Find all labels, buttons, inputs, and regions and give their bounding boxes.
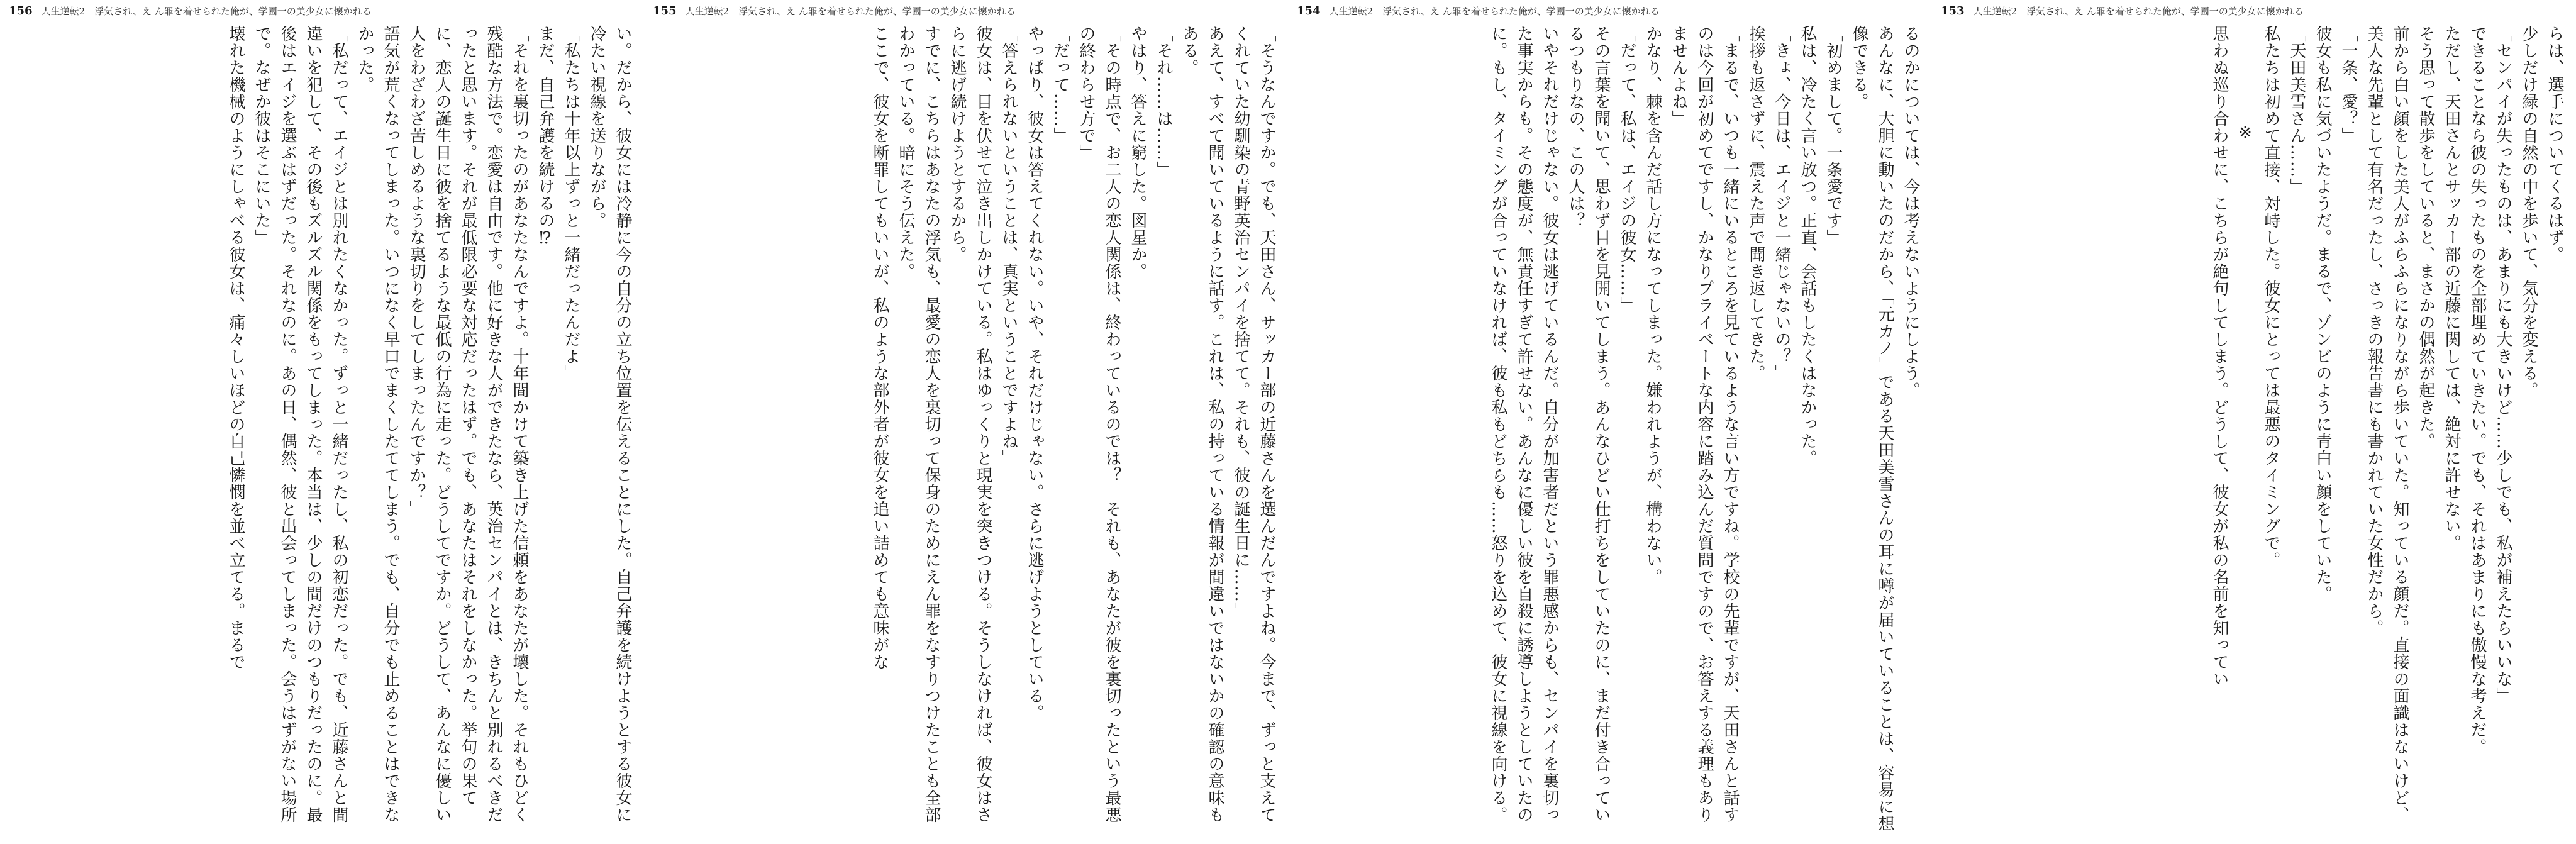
page-153 bbox=[1932, 0, 2576, 844]
paragraph: まだ、自己弁護を続けるの⁉ bbox=[536, 25, 555, 248]
running-title: 人生逆転2 浮気され、え ん罪を着せられた俺が、学園一の美少女に懐かれる bbox=[685, 5, 1016, 17]
page-155 bbox=[644, 0, 1288, 844]
paragraph: ただし、天田さんとサッカー部の近藤に関しては、絶対に許せない。 bbox=[2442, 25, 2461, 552]
paragraph: 「天田美雪さん……」 bbox=[2287, 25, 2306, 195]
running-title: 人生逆転2 浮気され、え ん罪を着せられた俺が、学園一の美少女に懐かれる bbox=[41, 5, 372, 17]
paragraph: 挨拶も返さずに、震えた声で聞き返してきた。 bbox=[1746, 25, 1765, 382]
paragraph: るのかについては、今は考えないようにしよう。 bbox=[1901, 25, 1920, 399]
paragraph: らは、選手についてくるはず。 bbox=[2545, 25, 2564, 263]
paragraph: 「初めまして。一条愛です」 bbox=[1824, 25, 1843, 246]
page-header bbox=[1297, 4, 1923, 18]
page-number: 156 bbox=[9, 4, 33, 18]
section-break-mark: ※ bbox=[2236, 123, 2255, 143]
paragraph: 彼女も私に気づいたようだ。まるで、ゾンビのように青白い顔をしていた。 bbox=[2313, 25, 2332, 602]
paragraph: やっぱり、彼女は答えてくれない。いや、それだけじゃない。さらに逃げようとしている。 bbox=[1025, 25, 1044, 721]
page-header bbox=[653, 4, 1279, 18]
paragraph: そう思って散歩をしていると、まさかの偶然が起きた。 bbox=[2416, 25, 2435, 450]
paragraph: 「私だって、エイジとは別れたくなかった。ずっと一緒だったし、私の初恋だった。でも、近藤さんと間違いを犯して、その後もズルズル関係をもってしまった。本当は、少しの間だけのつもりだったのに。最後はエイジを選ぶはずだった。それなのに。あの日、偶然、彼と出会ってしまった。会うはずがない場所で。なぜか彼はそこにいた」 bbox=[252, 25, 348, 823]
page-header bbox=[9, 4, 635, 18]
paragraph: 「だって……」 bbox=[1051, 25, 1070, 144]
page-body bbox=[649, 25, 1279, 839]
paragraph: 「その時点で、お二人の恋人関係は、終わっているのでは？ それも、あなたが彼を裏切ったという最悪の終わらせ方で」 bbox=[1077, 25, 1121, 823]
paragraph: 「一条、愛？」 bbox=[2339, 25, 2358, 144]
page-156 bbox=[0, 0, 644, 844]
paragraph: ここで、彼女を断罪してもいいが、私のような部外者が彼女を追い詰めても意味がな bbox=[870, 25, 889, 670]
page-body bbox=[1293, 25, 1923, 839]
paragraph: 「それ……は……」 bbox=[1154, 25, 1173, 178]
page-number: 153 bbox=[1941, 4, 1965, 18]
paragraph: あえて、すべて聞いているように話す。これは、私の持っている情報が間違いではないかの確認の意味もある。 bbox=[1180, 25, 1224, 823]
page-number: 154 bbox=[1297, 4, 1321, 18]
paragraph: すでに、こちらはあなたの浮気も、最愛の恋人を裏切って保身のためにえん罪をなすりつけたことも全部わかっている。暗にそう伝えた。 bbox=[896, 25, 941, 823]
paragraph: 「それを裏切ったのがあなたなんですよ。十年間かけて築き上げた信頼をあなたが壊した。それもひどく残酷な方法で。恋愛は自由です。他に好きな人ができたなら、英治センパイとは、きちんと別れるべきだったと思います。それが最低限必要な対応だったはず。でも、あなたはそれをしなかった。挙句の果てに、恋人の誕生日に彼を捨てるような最低の行為に走った。どうしてですか。どうして、あんなに優しい人をわざわざ苦しめるような裏切りをしてしまったんですか？」 bbox=[407, 25, 529, 823]
paragraph: い。だから、彼女には冷静に今の自分の立ち位置を伝えることにした。自己弁護を続けようとする彼女に冷たい視線を送りながら。 bbox=[587, 25, 632, 823]
paragraph: 私たちは初めて直接、対峙した。彼女にとっては最悪のタイミングで。 bbox=[2262, 25, 2280, 569]
page-body bbox=[1937, 25, 2567, 839]
paragraph: 「まるで、いつも一緒にいるところを見ているような言い方ですね。学校の先輩ですが、天田さんと話すのは今回が初めてですし、かなりプライベートな内容に踏み込んだ質問ですので、お答えする義理もありませんよね」 bbox=[1669, 25, 1740, 823]
page-number: 155 bbox=[653, 4, 677, 18]
paragraph: 少しだけ緑の自然の中を歩いて、気分を変える。 bbox=[2519, 25, 2538, 399]
page-body bbox=[5, 25, 635, 839]
paragraph: あんなに、大胆に動いたのだから、「元カノ」である天田美雪さんの耳に噂が届いていることは、容易に想像できる。 bbox=[1850, 25, 1894, 832]
paragraph: かなり、棘を含んだ話し方になってしまった。嫌われようが、構わない。 bbox=[1643, 25, 1662, 586]
paragraph: 壊れた機械のようにしゃべる彼女は、痛々しいほどの自己憐憫を並べ立てる。まるで bbox=[226, 25, 245, 670]
paragraph: 彼女は、目を伏せて泣き出しかけている。私はゆっくりと現実を突きつける。そうしなければ、彼女はさらに逃げ続けようとするから。 bbox=[948, 25, 992, 823]
paragraph: 前から白い顔をした美人がふらふらになりながら歩いていた。知っている顔だ。直接の面識はないけど、美人な先輩として有名だったし、さっきの報告書にも書かれていた女性だから。 bbox=[2365, 25, 2409, 823]
paragraph: 「だって、私は、エイジの彼女……」 bbox=[1618, 25, 1636, 314]
paragraph: 「きょ、今日は、エイジと一緒じゃないの？」 bbox=[1772, 25, 1791, 382]
paragraph: 「そうなんですか。でも、天田さん、サッカー部の近藤さんを選んだんですよね。今まで、ずっと支えてくれていた幼馴染の青野英治センパイを捨てて。それも、彼の誕生日に……」 bbox=[1231, 25, 1276, 823]
running-title: 人生逆転2 浮気され、え ん罪を着せられた俺が、学園一の美少女に懐かれる bbox=[1329, 5, 1660, 17]
paragraph: その言葉を聞いて、思わず目を見開いてしまう。あんなひどい仕打ちをしていたのに、まだ付き合っているつもりなの、この人は？ bbox=[1566, 25, 1611, 823]
paragraph: やはり、答えに窮した。図星か。 bbox=[1128, 25, 1147, 280]
paragraph: いやそれだけじゃない。彼女は逃げているんだ。自分が加害者だという罪悪感からも、センパイを裏切った事実からも。その態度が、無責任すぎて許せない。あんなに優しい彼を自殺に誘導しようとしていたのに。もし、タイミングが合っていなければ、彼も私もどちらも……怒りを込めて、彼女に視線を向ける。 bbox=[1489, 25, 1559, 823]
paragraph: 「答えられないということは、真実ということですよね」 bbox=[999, 25, 1018, 467]
paragraph: 語気が荒くなってしまった。いつになく早口でまくしたててしまう。でも、自分でも止めることはできなかった。 bbox=[355, 25, 400, 823]
paragraph: 私は、冷たく言い放つ。正直、会話もしたくはなかった。 bbox=[1798, 25, 1817, 467]
paragraph: 「私たちは十年以上ずっと一緒だったんだよ」 bbox=[562, 25, 580, 382]
paragraph: できることなら彼の失ったものを全部埋めていきたい。でも、それはあまりにも傲慢な考えだ。 bbox=[2468, 25, 2487, 755]
running-title: 人生逆転2 浮気され、え ん罪を着せられた俺が、学園一の美少女に懐かれる bbox=[1973, 5, 2304, 17]
page-header bbox=[1941, 4, 2567, 18]
paragraph: 思わぬ巡り合わせに、こちらが絶句してしまう。どうして、彼女が私の名前を知ってい bbox=[2210, 25, 2229, 687]
page-154 bbox=[1288, 0, 1932, 844]
paragraph: 「センパイが失ったものは、あまりにも大きいけど……少しでも、私が補えたらいいな」 bbox=[2494, 25, 2512, 704]
